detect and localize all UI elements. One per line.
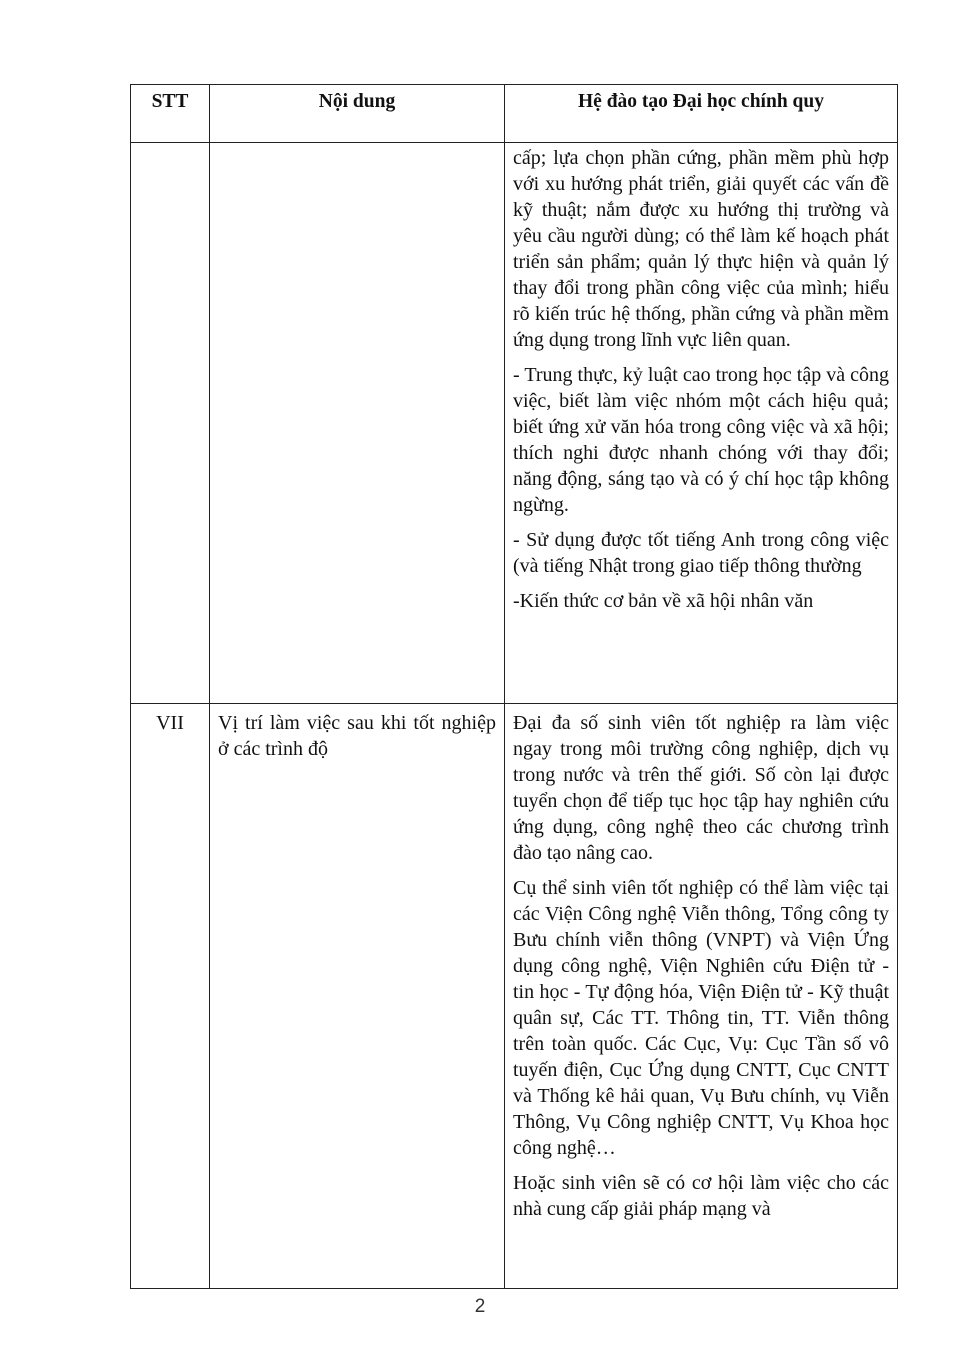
program-table (130, 84, 898, 1289)
row-he-dao-tao (505, 143, 898, 704)
table-header-row (131, 85, 898, 143)
paragraph: Cụ thể sinh viên tốt nghiệp có thể làm việc tại các Viện Công nghệ Viễn thông, Tổng công ty Bưu chính viễn thông (VNPT) và Viện Ứng dụng công nghệ, Viện Nghiên cứu Điện tử - tin học - Tự động hóa, Viện Điện tử - Kỹ thuật quân sự, Các TT. Thông tin, TT. Viễn thông trên toàn quốc. Các Cục, Vụ: Cục Tần số vô tuyến điện, Cục Ứng dụng CNTT, Cục CNTT và Thống kê hải quan, Vụ Bưu chính, vụ Viễn Thông, Vụ Công nghiệp CNTT, Vụ Khoa học công nghệ… (513, 877, 889, 1159)
header-stt: STT (131, 85, 210, 143)
paragraph: Đại đa số sinh viên tốt nghiệp ra làm việc ngay trong môi trường công nghiệp, dịch vụ trong nước và trên thế giới. Số còn lại được tuyển chọn để tiếp tục học tập hay nghiên cứu ứng dụng, công nghệ theo các chương trình đào tạo nâng cao. (513, 712, 889, 864)
paragraph: cấp; lựa chọn phần cứng, phần mềm phù hợp với xu hướng phát triển, giải quyết các vấn đề kỹ thuật; nắm được xu hướng thị trường và yêu cầu người dùng; có thể làm kế hoạch phát triển sản phẩm; quản lý thực hiện và quản lý thay đổi trong phần công việc của mình; hiểu rõ kiến trúc hệ thống, phần cứng và phần mềm ứng dụng trong lĩnh vực liên quan. (513, 147, 889, 351)
header-he-dao-tao: Hệ đào tạo Đại học chính quy (505, 85, 898, 143)
table-row (131, 143, 898, 704)
paragraph: - Sử dụng được tốt tiếng Anh trong công việc (và tiếng Nhật trong giao tiếp thông thường (513, 529, 889, 577)
row-noi-dung (210, 143, 505, 704)
row-stt: VII (131, 704, 210, 1289)
table-row (131, 704, 898, 1289)
row-noi-dung: Vị trí làm việc sau khi tốt nghiệp ở các trình độ (210, 704, 505, 1289)
row-he-dao-tao (505, 704, 898, 1289)
paragraph: Hoặc sinh viên sẽ có cơ hội làm việc cho các nhà cung cấp giải pháp mạng và (513, 1172, 889, 1220)
page-number: 2 (474, 1296, 486, 1317)
paragraph: - Trung thực, kỷ luật cao trong học tập và công việc, biết làm việc nhóm một cách hiệu quả; biết ứng xử văn hóa trong công việc và xã hội; thích nghi được nhanh chóng với thay đổi; năng động, sáng tạo và có ý chí học tập không ngừng. (513, 364, 889, 516)
paragraph: -Kiến thức cơ bản về xã hội nhân văn (513, 590, 814, 612)
row-stt (131, 143, 210, 704)
header-noi-dung: Nội dung (210, 85, 505, 143)
